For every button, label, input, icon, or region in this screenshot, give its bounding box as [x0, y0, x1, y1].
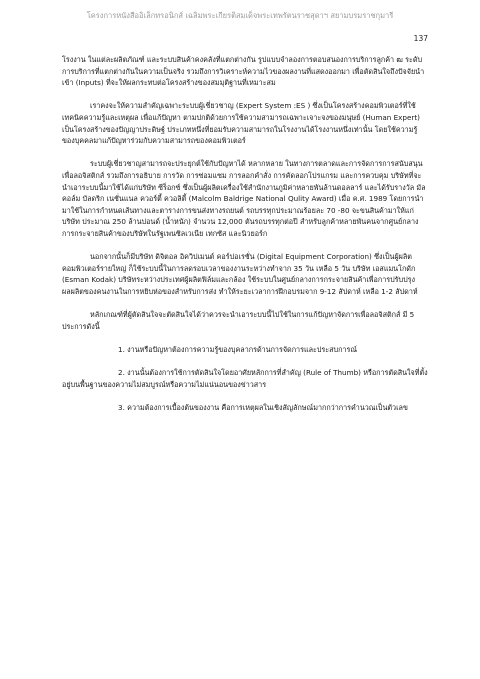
paragraph-gap: [62, 297, 428, 309]
paragraph-gap: [62, 240, 428, 252]
document-body: [62, 54, 428, 413]
paragraph-1: โรงงาน ในแต่ละผลิตภัณฑ์ และระบบสินค้าคงคลังที่แตกต่างกัน รูปแบบจำลองการตอบสนองการบริการลูกค้า ฒ ระดับการบริการที่แตกต่างกันในความเป็นจริง รวมถึงการวิเคราะห์ความไวของผลงานที่แสดงออกมา เพื่อตัดสินใจถึงปัจจัยนำเข้า (Inputs) ที่จะให้ผลกระทบต่อโครงสร้างของสมมุติฐานที่เหมาะสม: [62, 55, 425, 88]
paragraph-2: เราคงจะให้ความสำคัญเฉพาะระบบผู้เชี่ยวชาญ (Expert System :ES ) ซึ่งเป็นโครงสร้างคอมพิวเตอร์ที่ใช้เทคนิคความรู้และเหตุผล เพื่อแก้ปัญหา ตามปกติด้วยการใช้ความสามารถเฉพาะเจาะจงของมนุษย์ (Human Expert) เป็นโครงสร้างของปัญญาประดิษฐ์ ประเภทหนึ่งที่ยอมรับความสามารถในโรงงานได้โรงงานหนึ่งเท่านั้น โดยใช้ความรู้ของบุคคลมาแก้ปัญหาร่วมกับความสามารถของคอมพิวเตอร์: [62, 101, 420, 146]
paragraph-gap: [62, 147, 428, 159]
list-item-1: 1. งานหรือปัญหาต้องการความรู้ของบุคลากรด้านการจัดการและประสบการณ์: [118, 344, 357, 354]
watermark-header: โครงการหนังสืออิเล็กทรอนิกส์ เฉลิมพระเกียรติสมเด็จพระเทพรัตนราชสุดาฯ สยามบรมราชกุมารี: [86, 11, 394, 20]
paragraph-gap: [62, 390, 428, 402]
list-item-3: 3. ความต้องการเบื้องต้นของงาน คือการเหตุผลในเชิงสัญลักษณ์มากกว่าการคำนวณเป็นตัวเลข: [118, 402, 408, 412]
paragraph-gap: [62, 89, 428, 101]
page-number: 137: [413, 34, 428, 43]
paragraph-5: หลักเกณฑ์ที่ผู้ตัดสินใจจะตัดสินใจได้ว่าควรจะนำเอาระบบนี้ไปใช้ในการแก้ปัญหาจัดการเพื่อลอจิสติกส์ มี 5 ประการดังนี้: [62, 310, 415, 331]
paragraph-gap: [62, 355, 428, 367]
paragraph-3: ระบบผู้เชี่ยวชาญสามารถจะประยุกต์ใช้กับปัญหาได้ หลากหลาย ในทางการตลาดและการจัดการการสนับสนุนเพื่อลอจิสติกส์ รวมถึงการอธิบาย การวัด การซ่อมแซม การลอกคำสั่ง การคัดลอกโปรแกรม และการควบคุม บริษัทที่จะนำเอาระบบนี้มาใช้ได้แก่บริษัท ซีร็อกซ์ ซึ่งเป็นผู้ผลิตเครื่องใช้สำนักงานภูมิค่าหลายพันล้านดอลลาร์ และได้รับรางวัล มัลคอล์ม บัลดริก เนชั่นแนล ควอร์ตี้ ควอลิตี้ (Malcolm Baldrige National Qulity Award) เมื่อ ค.ศ. 1989 โดยการนำมาใช้ในการกำหนดเส้นทางและตารางการขนส่งทางรถยนต์ รถบรรทุกประมาณร้อยละ 70 -80 จะขนสินค้ามาให้แก่บริษัท ประมาณ 250 ล้านปอนด์ (น้ำหนัก) จำนวน 12,000 ตันรถบรรทุกต่อปี สำหรับลูกค้าหลายพันคนจากศูนย์กลางการกระจายสินค้าของบริษัทในรัฐเพนซิลเวเนีย เทกซัส และนิวยอร์ก: [62, 159, 426, 238]
paragraph-4: นอกจากนั้นก็มีบริษัท ดิจิตอล อิควิปเมนต์ คอร์ปอเรชั่น (Digital Equipment Corporation) ซึ่งเป็นผู้ผลิตคอมพิวเตอร์รายใหญ่ ก็ใช้ระบบนี้ในการลดรอบเวลาของงานระหว่างทำจาก 35 วัน เหลือ 5 วัน บริษัท เอสแมนโกดัก (Esman Kodak) บริษัทระหว่างประเทศผู้ผลิตฟิล์มและกล้อง ใช้ระบบในศูนย์กลางการกระจายสินค้าเพื่อการปรับปรุงผลผลิตของคนงานในการหยิบห่อของสำหรับการส่ง ทำให้ระยะเวลาการฝึกอบรมจาก 9-12 สัปดาห์ เหลือ 1-2 สัปดาห์: [62, 252, 418, 296]
paragraph-gap: [62, 332, 428, 344]
list-item-2: 2. งานนั้นต้องการใช้การตัดสินใจโดยอาศัยหลักการที่สำคัญ (Rule of Thumb) หรือการตัดสินใจที่ตั้งอยู่บนพื้นฐานของความไม่สมบูรณ์หรือความไม่แน่นอนของข่าวสาร: [62, 368, 428, 389]
